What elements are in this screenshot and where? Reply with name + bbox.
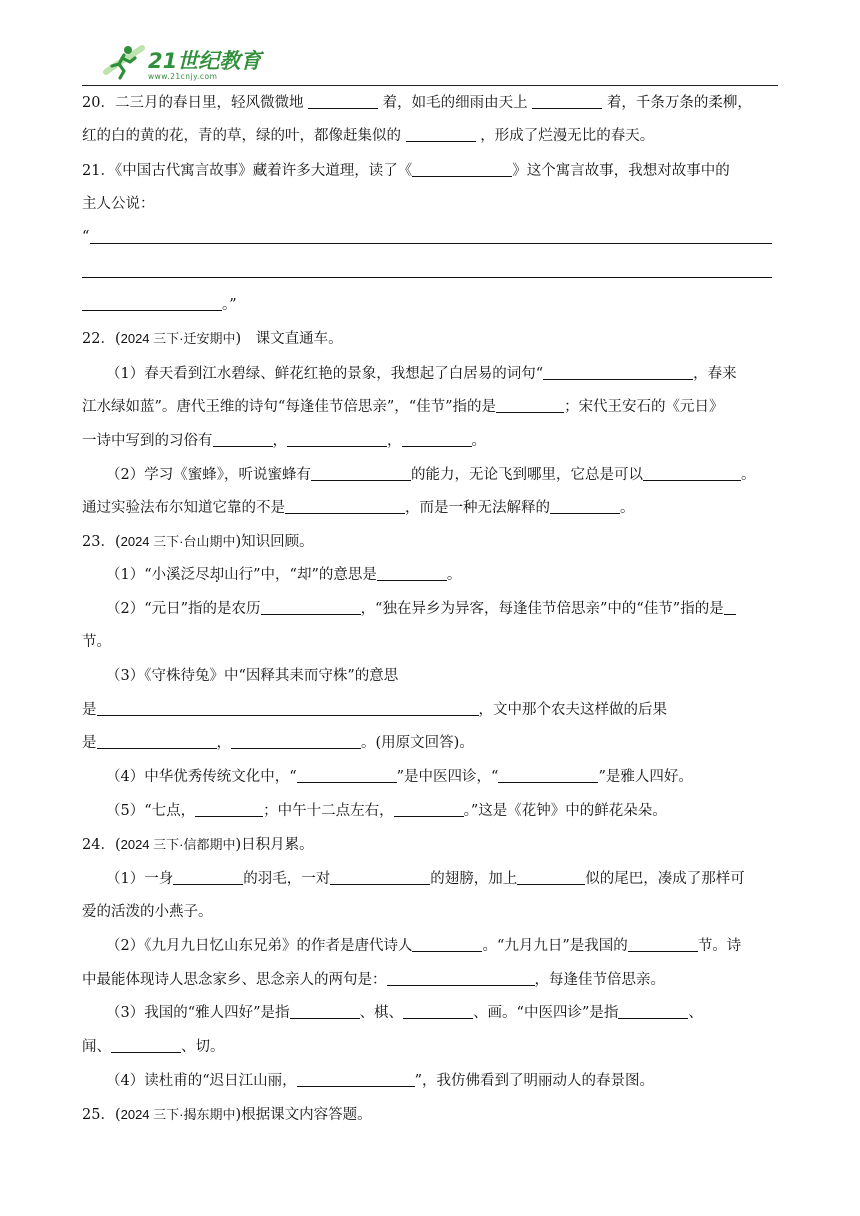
answer-blank[interactable] [387, 971, 535, 986]
answer-blank[interactable] [97, 701, 479, 716]
q23-p2-line-2: 节。 [82, 634, 111, 650]
q21-line-1: 21．《中国古代寓言故事》藏着许多大道理，读了《 》这个寓言故事，我想对故事中的 [82, 163, 730, 179]
answer-blank[interactable] [213, 432, 273, 447]
answer-blank[interactable] [543, 365, 693, 380]
q23-p4: （4）中华优秀传统文化中，“ ”是中医四诊，“ ”是雅人四好。 [106, 769, 693, 785]
answer-blank[interactable] [330, 870, 430, 885]
header-rule [82, 85, 778, 86]
answer-blank[interactable] [195, 802, 263, 817]
q21-open-quote: “ [82, 229, 90, 245]
answer-blank[interactable] [82, 296, 222, 311]
answer-blank[interactable] [285, 499, 405, 514]
q21-line-2: 主人公说： [82, 196, 155, 212]
answer-blank[interactable] [412, 162, 512, 177]
q20-line-1: 20．二三月的春日里，轻风微微地 着，如毛的细雨由天上 着，千条万条的柔柳， [82, 95, 752, 111]
q22-p2-line-2: 通过实验法布尔知道它靠的不是 ，而是一种无法解释的 。 [82, 500, 635, 516]
answer-blank[interactable] [402, 432, 472, 447]
q23-p3-line-1: （3）《守株待兔》中“因释其耒而守株”的意思 [106, 668, 399, 684]
answer-blank[interactable] [231, 734, 361, 749]
answer-blank[interactable] [308, 94, 378, 109]
q22-p2-line-1: （2）学习《蜜蜂》，听说蜜蜂有 的能力，无论飞到哪里，它总是可以 。 [106, 467, 756, 483]
answer-line[interactable] [82, 277, 772, 278]
q23-heading: 23．(2024 三下·台山期中)知识回顾。 [82, 534, 314, 550]
answer-blank[interactable] [97, 734, 217, 749]
runner-logo-icon [102, 42, 146, 80]
answer-blank[interactable] [261, 600, 361, 615]
emphasis-char: 却 [209, 567, 225, 583]
answer-blank[interactable] [406, 127, 476, 142]
answer-blank[interactable] [394, 802, 464, 817]
q24-heading: 24．(2024 三下·信都期中)日积月累。 [82, 837, 314, 853]
logo-title: 21世纪教育 [148, 48, 262, 73]
q24-p2-line-1: （2）《九月九日忆山东兄弟》的作者是唐代诗人 。“九月九日”是我国的 节。诗 [106, 938, 742, 954]
q24-p4: （4）读杜甫的“迟日江山丽， ”，我仿佛看到了明丽动人的春景图。 [106, 1073, 655, 1089]
answer-blank[interactable] [287, 432, 387, 447]
q23-p2-line-1: （2）“元日”指的是农历 ，“独在异乡为异客，每逢佳节倍思亲”中的“佳节”指的是 [106, 598, 778, 620]
page-header [82, 40, 778, 88]
answer-blank[interactable] [311, 466, 411, 481]
logo [102, 42, 261, 80]
q22-p1-line-2: 江水绿如蓝”。唐代王维的诗句“每逢佳节倍思亲”，“佳节”指的是 ；宋代王安石的《元日》 [82, 399, 724, 415]
q23-p3-line-2: 是 ，文中那个农夫这样做的后果 [82, 702, 667, 718]
q24-p1-line-2: 爱的活泼的小燕子。 [82, 904, 213, 920]
answer-blank[interactable] [643, 466, 741, 481]
answer-blank[interactable] [412, 937, 482, 952]
q22-heading: 22．(2024 三下·迁安期中) 课文直通车。 [82, 331, 343, 347]
q24-p3-line-2: 闻、 、切。 [82, 1039, 225, 1055]
answer-blank[interactable] [550, 499, 620, 514]
answer-blank[interactable] [377, 566, 447, 581]
answer-blank[interactable] [496, 398, 564, 413]
q21-line-end: 。” [82, 294, 778, 316]
answer-blank[interactable] [618, 1004, 688, 1019]
answer-blank[interactable] [111, 1038, 181, 1053]
logo-url: www.21cnjy.com [148, 71, 218, 81]
q23-p5: （5）“七点， ；中午十二点左右， 。”这是《花钟》中的鲜花朵朵。 [106, 803, 667, 819]
q22-p1-line-3: 一诗中写到的习俗有 ， ， 。 [82, 433, 486, 449]
q23-p1: （1）“小溪泛尽却山行”中，“却”的意思是 。 [106, 567, 462, 583]
q24-p1-line-1: （1）一身 的羽毛，一对 的翅膀，加上 似的尾巴，凑成了那样可 [106, 871, 745, 887]
answer-blank[interactable] [628, 937, 698, 952]
answer-blank[interactable] [724, 600, 736, 615]
answer-blank[interactable] [498, 768, 598, 783]
answer-blank[interactable] [297, 768, 397, 783]
q24-p2-line-2: 中最能体现诗人思念家乡、思念亲人的两句是： ，每逢佳节倍思亲。 [82, 972, 665, 988]
answer-blank[interactable] [403, 1004, 473, 1019]
answer-line[interactable] [90, 243, 772, 244]
answer-blank[interactable] [517, 870, 585, 885]
answer-blank[interactable] [297, 1072, 415, 1087]
answer-blank[interactable] [173, 870, 243, 885]
q22-p1-line-1: （1）春天看到江水碧绿、鲜花红艳的景象，我想起了白居易的词句“ ，春来 [106, 366, 737, 382]
q25-heading: 25．(2024 三下·揭东期中)根据课文内容答题。 [82, 1107, 372, 1123]
answer-blank[interactable] [290, 1004, 360, 1019]
answer-blank[interactable] [532, 94, 602, 109]
q24-p3-line-1: （3）我国的“雅人四好”是指 、棋、 、画。“中医四诊”是指 、 [106, 1005, 703, 1021]
q23-p3-line-3: 是 ， 。(用原文回答)。 [82, 735, 474, 751]
q20-line-2: 红的白的黄的花，青的草，绿的叶，都像赶集似的 ，形成了烂漫无比的春天。 [82, 128, 655, 144]
